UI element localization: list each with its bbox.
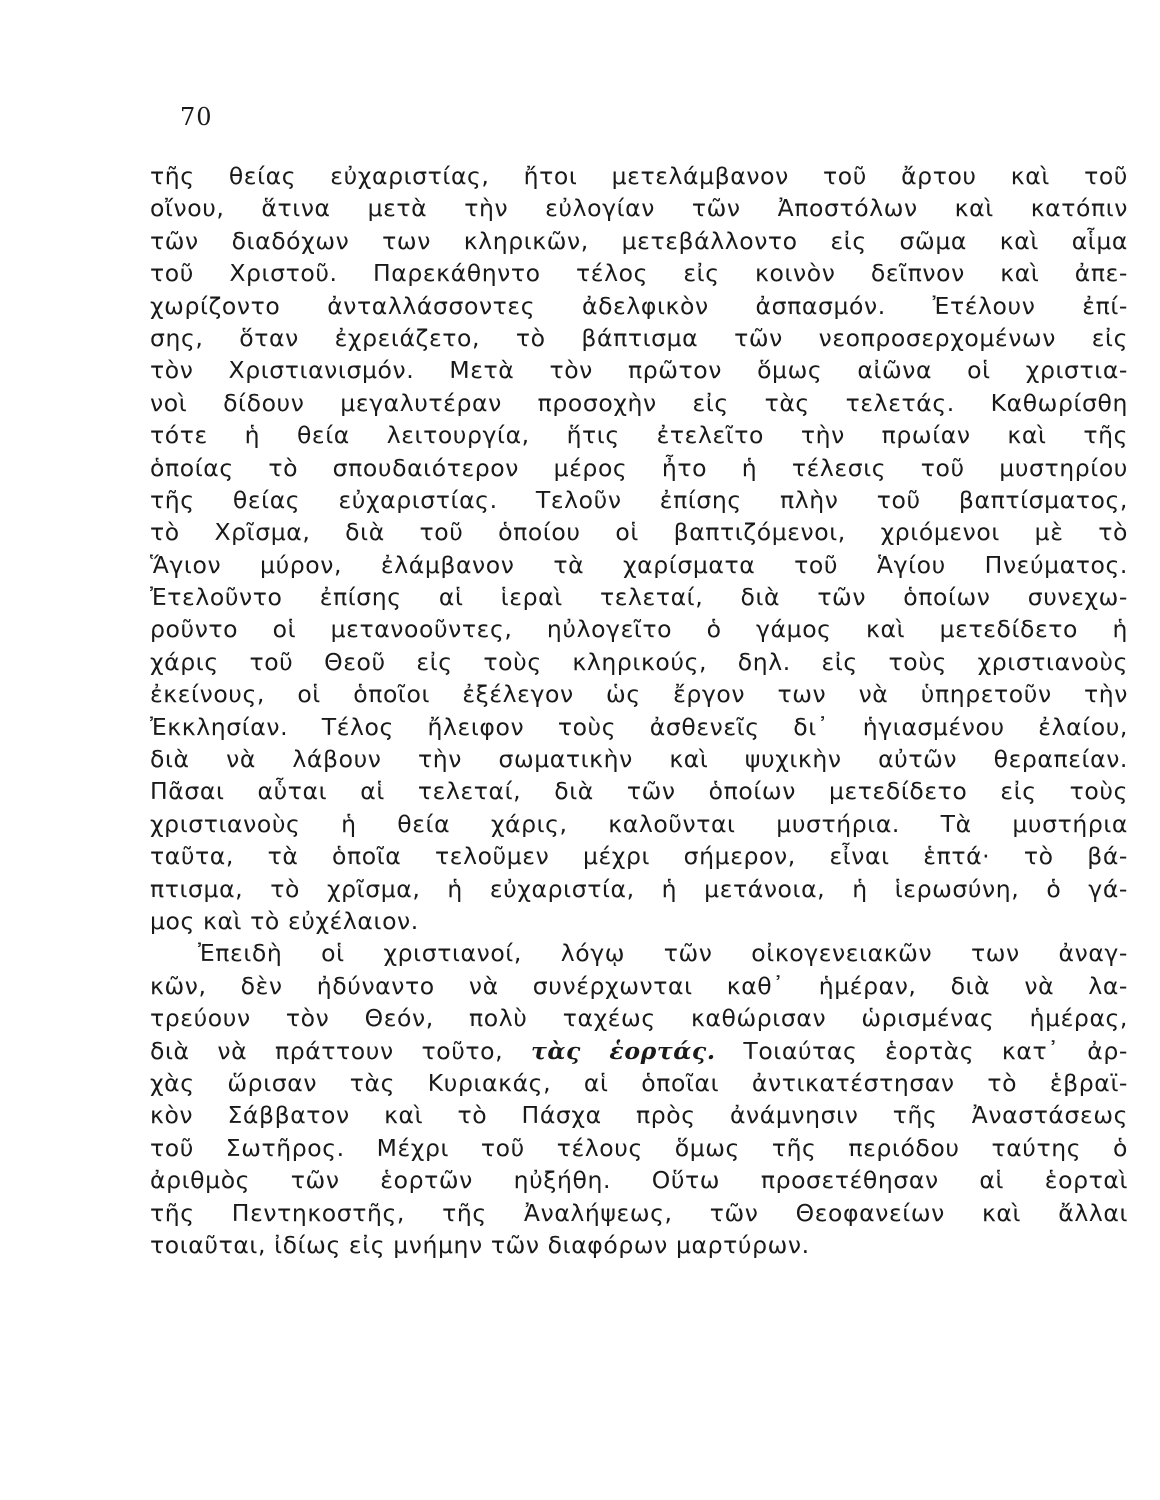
text-line: τοῦ Σωτῆρος. Μέχρι τοῦ τέλους ὅμως τῆς περιόδου ταύτης ὁ bbox=[150, 1133, 1128, 1162]
text-line: κῶν, δὲν ἠδύναντο νὰ συνέρχωνται καθ᾽ ἡμέραν, διὰ νὰ λα- bbox=[150, 971, 1128, 1000]
text-line: χωρίζοντο ἀνταλλάσσοντες ἀδελφικὸν ἀσπασμόν. Ἐτέλουν ἐπί- bbox=[150, 291, 1128, 320]
text-line: Ἐκκλησίαν. Τέλος ἤλειφον τοὺς ἀσθενεῖς δι᾽ ἡγιασμένου ἐλαίου, bbox=[150, 712, 1128, 741]
text-line: τῆς θείας εὐχαριστίας. Τελοῦν ἐπίσης πλὴν τοῦ βαπτίσματος, bbox=[150, 485, 1128, 514]
text-line: Ἐτελοῦντο ἐπίσης αἱ ἱεραὶ τελεταί, διὰ τῶν ὁποίων συνεχω- bbox=[150, 583, 1128, 612]
text-line: τῆς θείας εὐχαριστίας, ἤτοι μετελάμβανον τοῦ ἄρτου καὶ τοῦ bbox=[150, 162, 1128, 190]
text-line: χριστιανοὺς ἡ θεία χάρις, καλοῦνται μυστήρια. Τὰ μυστήρια bbox=[150, 809, 1128, 838]
text-line: ταῦτα, τὰ ὁποῖα τελοῦμεν μέχρι σήμερον, εἶναι ἑπτά· τὸ βά- bbox=[150, 842, 1128, 871]
text-line: τῆς Πεντηκοστῆς, τῆς Ἀναλήψεως, τῶν Θεοφανείων καὶ ἄλλαι bbox=[150, 1198, 1128, 1227]
text-line-with-emphasis bbox=[150, 1035, 1128, 1067]
text-segment: Τοιαύτας ἑορτὰς κατ᾽ ἀρ- bbox=[715, 1036, 1128, 1065]
text-line: διὰ νὰ λάβουν τὴν σωματικὴν καὶ ψυχικὴν αὐτῶν θεραπείαν. bbox=[150, 745, 1128, 774]
text-line: σης, ὅταν ἐχρειάζετο, τὸ βάπτισμα τῶν νεοπροσερχομένων εἰς bbox=[150, 323, 1128, 352]
paragraph-2 bbox=[150, 937, 1128, 1261]
text-line: Ἅγιον μύρον, ἐλάμβανον τὰ χαρίσματα τοῦ Ἁγίου Πνεύματος. bbox=[150, 550, 1128, 579]
text-line: Πᾶσαι αὗται αἱ τελεταί, διὰ τῶν ὁποίων μετεδίδετο εἰς τοὺς bbox=[150, 777, 1128, 806]
text-line: χὰς ὥρισαν τὰς Κυριακάς, αἱ ὁποῖαι ἀντικατέστησαν τὸ ἑβραϊ- bbox=[150, 1068, 1128, 1097]
text-line: τὸ Χρῖσμα, διὰ τοῦ ὁποίου οἱ βαπτιζόμενοι, χριόμενοι μὲ τὸ bbox=[150, 518, 1128, 547]
text-line: ἐκείνους, οἱ ὁποῖοι ἐξέλεγον ὡς ἔργον των νὰ ὑπηρετοῦν τὴν bbox=[150, 680, 1128, 709]
text-line: χάρις τοῦ Θεοῦ εἰς τοὺς κληρικούς, δηλ. εἰς τοὺς χριστιανοὺς bbox=[150, 647, 1128, 676]
paragraph-1 bbox=[150, 160, 1128, 937]
text-line: οἴνου, ἅτινα μετὰ τὴν εὐλογίαν τῶν Ἀποστόλων καὶ κατόπιν bbox=[150, 194, 1128, 223]
text-line: Ἐπειδὴ οἱ χριστιανοί, λόγῳ τῶν οἰκογενειακῶν των ἀναγ- bbox=[198, 939, 1128, 968]
text-line: πτισμα, τὸ χρῖσμα, ἡ εὐχαριστία, ἡ μετάνοια, ἡ ἱερωσύνη, ὁ γά- bbox=[150, 874, 1128, 903]
text-line: ροῦντο οἱ μετανοοῦντες, ηὐλογεῖτο ὁ γάμος καὶ μετεδίδετο ἡ bbox=[150, 615, 1128, 644]
page-number: 70 bbox=[180, 103, 213, 131]
text-line: ἀριθμὸς τῶν ἑορτῶν ηὐξήθη. Οὕτω προσετέθησαν αἱ ἑορταὶ bbox=[150, 1166, 1128, 1195]
text-line: νοὶ δίδουν μεγαλυτέραν προσοχὴν εἰς τὰς τελετάς. Καθωρίσθη bbox=[150, 388, 1128, 417]
emphasized-term: τὰς ἑορτάς. bbox=[530, 1036, 716, 1065]
text-line: τότε ἡ θεία λειτουργία, ἥτις ἐτελεῖτο τὴν πρωίαν καὶ τῆς bbox=[150, 421, 1128, 450]
text-line: τῶν διαδόχων των κληρικῶν, μετεβάλλοντο εἰς σῶμα καὶ αἷμα bbox=[150, 226, 1128, 255]
text-line: τοῦ Χριστοῦ. Παρεκάθηντο τέλος εἰς κοινὸν δεῖπνον καὶ ἀπε- bbox=[150, 259, 1128, 288]
text-line: κὸν Σάββατον καὶ τὸ Πάσχα πρὸς ἀνάμνησιν τῆς Ἀναστάσεως bbox=[150, 1101, 1128, 1130]
text-line: τὸν Χριστιανισμόν. Μετὰ τὸν πρῶτον ὅμως αἰῶνα οἱ χριστια- bbox=[150, 356, 1128, 385]
body-text bbox=[150, 160, 1128, 1261]
text-line: τρεύουν τὸν Θεόν, πολὺ ταχέως καθώρισαν ὡρισμένας ἡμέρας, bbox=[150, 1004, 1128, 1033]
text-line: τοιαῦται, ἰδίως εἰς μνήμην τῶν διαφόρων μαρτύρων. bbox=[150, 1230, 810, 1259]
text-line: μος καὶ τὸ εὐχέλαιον. bbox=[150, 906, 419, 935]
text-line: ὁποίας τὸ σπουδαιότερον μέρος ἦτο ἡ τέλεσις τοῦ μυστηρίου bbox=[150, 453, 1128, 482]
text-segment: διὰ νὰ πράττουν τοῦτο, bbox=[150, 1036, 531, 1065]
